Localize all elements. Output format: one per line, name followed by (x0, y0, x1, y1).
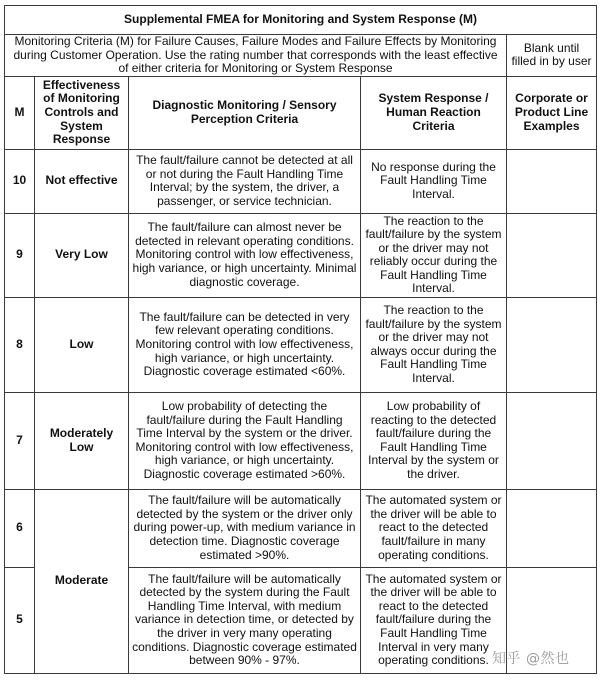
table-title: Supplemental FMEA for Monitoring and System Response (M) (5, 6, 597, 35)
header-corporate-examples: Corporate or Product Line Examples (507, 76, 597, 149)
header-m: M (5, 76, 35, 149)
m-rating: 8 (5, 297, 35, 392)
table-row (5, 489, 597, 567)
m-rating: 10 (5, 149, 35, 213)
effectiveness-label: Not effective (35, 149, 129, 213)
watermark: 知乎 @然也 (492, 651, 570, 667)
diagnostic-criteria: Low probability of detecting the fault/failure during the Fault Handling Time Interval by the system or the driver. Monitoring control with low effectiveness, high variance, or high uncertainty. Diagnostic coverage estimated >60%. (129, 392, 361, 489)
examples-cell (507, 297, 597, 392)
diagnostic-criteria: The fault/failure will be automatically detected by the system or the driver only during power-up, with medium variance in detection time. Diagnostic coverage estimated >90%. (129, 489, 361, 567)
examples-cell (507, 489, 597, 567)
header-effectiveness: Effectiveness of Monitoring Controls and System Response (35, 76, 129, 149)
header-system-response-criteria: System Response / Human Reaction Criteria (361, 76, 507, 149)
system-response-criteria: The reaction to the fault/failure by the system or the driver may not always occur during the Fault Handling Time Interval. (361, 297, 507, 392)
system-response-criteria: The reaction to the fault/failure by the system or the driver may not reliably occur during the Fault Handling Time Interval. (361, 213, 507, 297)
table-row (5, 392, 597, 489)
monitoring-criteria-description: Monitoring Criteria (M) for Failure Causes, Failure Modes and Failure Effects by Monitoring during Customer Operation. Use the rating number that corresponds with the least effective of either criteria for Monitoring or System Response (5, 35, 507, 77)
fmea-table (4, 5, 597, 674)
examples-cell (507, 149, 597, 213)
table-row (5, 149, 597, 213)
diagnostic-criteria: The fault/failure can almost never be detected in relevant operating conditions. Monitoring control with low effectiveness, high variance, or high uncertainty. Minimal diagnostic coverage. (129, 213, 361, 297)
examples-cell (507, 392, 597, 489)
diagnostic-criteria: The fault/failure cannot be detected at all or not during the Fault Handling Time Interval; by the system, the driver, a passenger, or service technician. (129, 149, 361, 213)
m-rating: 5 (5, 567, 35, 673)
header-diagnostic-criteria: Diagnostic Monitoring / Sensory Perception Criteria (129, 76, 361, 149)
table-row (5, 213, 597, 297)
effectiveness-label: Very Low (35, 213, 129, 297)
m-rating: 6 (5, 489, 35, 567)
system-response-criteria: Low probability of reacting to the detected fault/failure during the Fault Handling Time Interval by the system or the driver. (361, 392, 507, 489)
system-response-criteria: The automated system or the driver will be able to react to the detected fault/failure in many operating conditions. (361, 489, 507, 567)
diagnostic-criteria: The fault/failure can be detected in very few relevant operating conditions. Monitoring control with low effectiveness, high variance, or high uncertainty. Diagnostic coverage estimated <60%. (129, 297, 361, 392)
system-response-criteria: No response during the Fault Handling Time Interval. (361, 149, 507, 213)
system-response-criteria: The automated system or the driver will be able to react to the detected fault/failure during the Fault Handling Time Interval in very many operating conditions. (361, 567, 507, 673)
blank-until-filled-note: Blank until filled in by user (507, 35, 597, 77)
m-rating: 7 (5, 392, 35, 489)
effectiveness-label: Moderately Low (35, 392, 129, 489)
table-row (5, 297, 597, 392)
m-rating: 9 (5, 213, 35, 297)
effectiveness-label: Moderate (35, 489, 129, 673)
examples-cell (507, 213, 597, 297)
diagnostic-criteria: The fault/failure will be automatically detected by the system during the Fault Handling Time Interval, with medium variance in detection time, or detected by the driver in very many operating conditions. Diagnostic coverage estimated between 90% - 97%. (129, 567, 361, 673)
effectiveness-label: Low (35, 297, 129, 392)
